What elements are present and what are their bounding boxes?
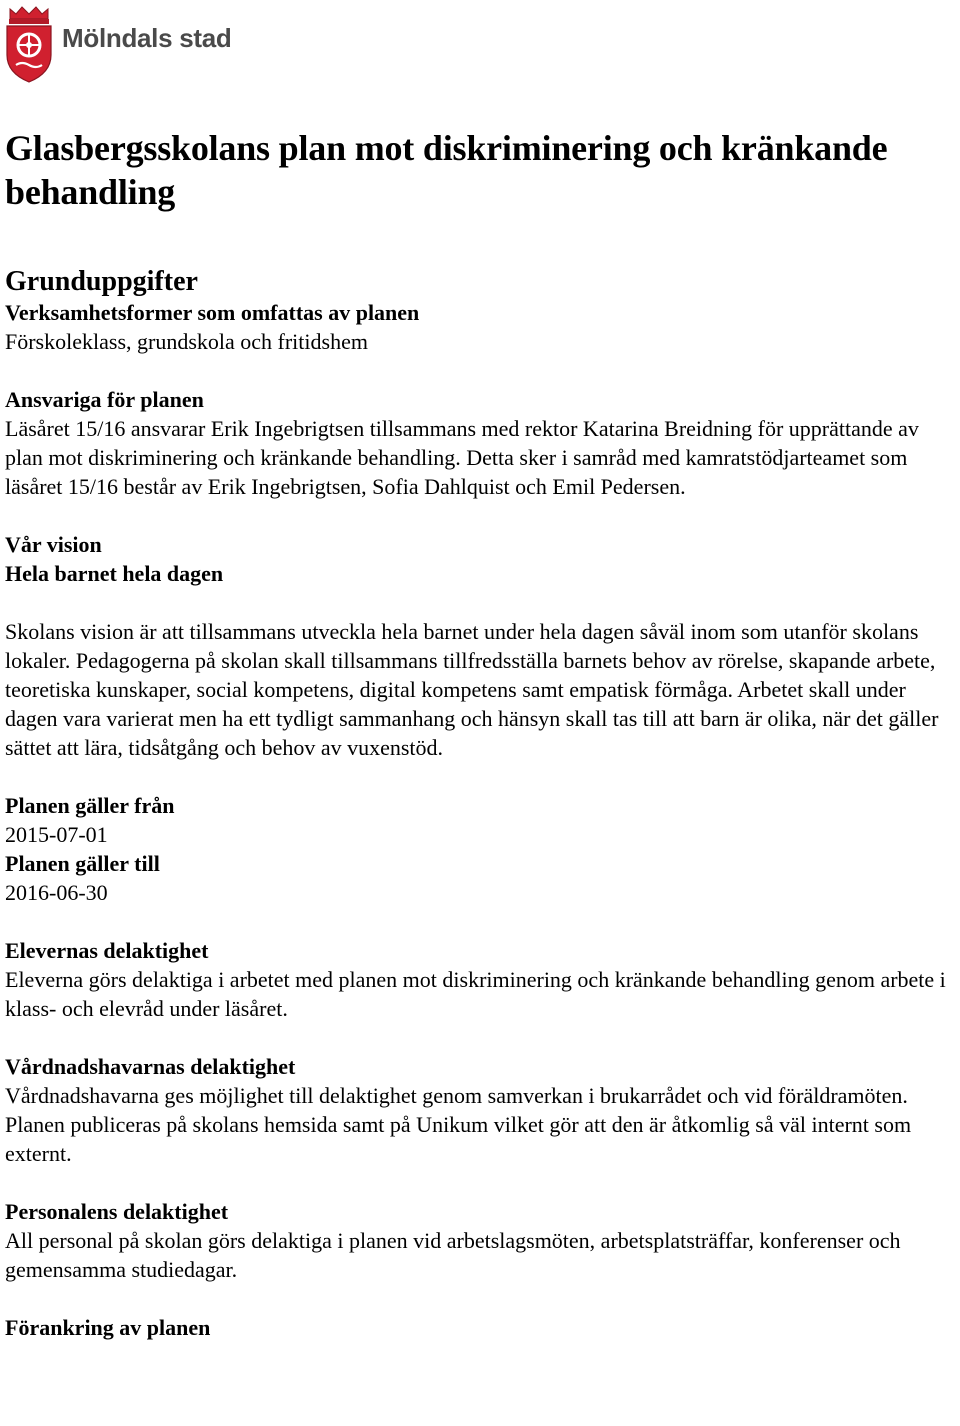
to-date: 2016-06-30 bbox=[5, 880, 108, 905]
vision-subtitle: Hela barnet hela dagen bbox=[5, 561, 224, 586]
from-label: Planen gäller från bbox=[5, 793, 175, 818]
logo bbox=[4, 4, 231, 84]
verksamhet-text: Förskoleklass, grundskola och fritidshem bbox=[5, 329, 368, 354]
from-date: 2015-07-01 bbox=[5, 822, 108, 847]
verksamhet-label: Verksamhetsformer som omfattas av planen bbox=[5, 300, 420, 325]
vardnadshavarnas-text-1: Vårdnadshavarna ges möjlighet till delaktighet genom samverkan i brukarrådet och vid föräldramöten. bbox=[5, 1083, 908, 1108]
vardnadshavarnas-text-2: Planen publiceras på skolans hemsida samt på Unikum vilket gör att den är åtkomlig så väl internt som externt. bbox=[5, 1112, 912, 1166]
elevernas-label: Elevernas delaktighet bbox=[5, 938, 209, 963]
to-label: Planen gäller till bbox=[5, 851, 160, 876]
elevernas-text: Eleverna görs delaktiga i arbetet med planen mot diskriminering och kränkande behandling genom arbete i klass- och elevråd under läsåret. bbox=[5, 967, 946, 1021]
document-title: Glasbergsskolans plan mot diskriminering och kränkande behandling bbox=[5, 128, 888, 212]
document-body bbox=[5, 126, 960, 1342]
vardnadshavarnas-label: Vårdnadshavarnas delaktighet bbox=[5, 1054, 296, 1079]
forankring-label: Förankring av planen bbox=[5, 1315, 211, 1340]
ansvariga-label: Ansvariga för planen bbox=[5, 387, 204, 412]
logo-text: Mölndals stad bbox=[62, 22, 232, 53]
personalens-text: All personal på skolan görs delaktiga i planen vid arbetslagsmöten, arbetsplatsträffar, konferenser och gemensamma studiedagar. bbox=[5, 1228, 901, 1282]
molndal-coat-of-arms-icon bbox=[4, 5, 54, 83]
personalens-label: Personalens delaktighet bbox=[5, 1199, 229, 1224]
ansvariga-text: Läsåret 15/16 ansvarar Erik Ingebrigtsen tillsammans med rektor Katarina Breidning för upprättande av plan mot diskriminering och kränkande behandling. Detta sker i samråd med kamratstödjarteamet som läsåret 15/16 består av Erik Ingebrigtsen, Sofia Dahlquist och Emil Pedersen. bbox=[5, 416, 919, 499]
vision-label: Vår vision bbox=[5, 532, 102, 557]
vision-text: Skolans vision är att tillsammans utveckla hela barnet under hela dagen såväl inom som utanför skolans lokaler. Pedagogerna på skolan skall tillsammans tillfredsställa barnets behov av rörelse, skapande arbete, teoretiska kunskaper, social kompetens, digital kompetens samt empatisk förmåga. Arbetet skall under dagen vara varierat men ha ett tydligt sammanhang och hänsyn skall tas till att barn är olika, när det gäller sättet att lära, tidsåtgång och behov av vuxenstöd. bbox=[5, 619, 939, 760]
section-heading-grunduppgifter: Grunduppgifter bbox=[5, 266, 198, 297]
